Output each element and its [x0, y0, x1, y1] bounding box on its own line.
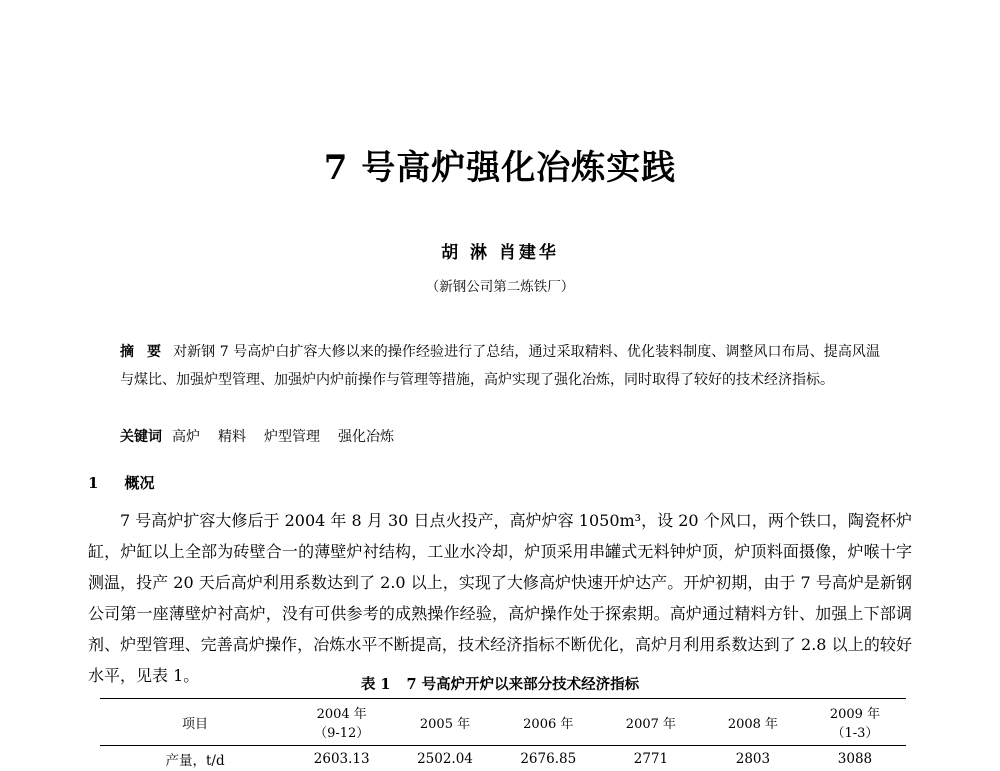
- table-cell-value: 2803: [735, 751, 771, 767]
- table-cell-value: 2502.04: [417, 751, 473, 767]
- abstract-label: 摘 要: [120, 344, 166, 360]
- keywords-block: [120, 425, 880, 449]
- keyword-item: 精料: [218, 429, 246, 445]
- header-line-1: 2005 年: [419, 716, 471, 732]
- table-column-header-2009: [804, 699, 906, 745]
- header-line-2: （1-3）: [831, 726, 879, 741]
- keywords-label: 关键词: [120, 429, 162, 445]
- table-row: [100, 745, 906, 771]
- table-cell-value: 3088: [837, 751, 873, 767]
- header-line-1: 2004 年: [316, 707, 367, 722]
- abstract-block: [120, 338, 880, 394]
- keyword-item: 强化冶炼: [338, 429, 394, 445]
- table-column-header-2007: [600, 699, 702, 745]
- technical-indicators-table: [100, 699, 906, 771]
- table-caption: [0, 673, 1000, 694]
- body-paragraph: 7 号高炉扩容大修后于 2004 年 8 月 30 日点火投产，高炉炉容 1050m³，设 20 个风口，两个铁口，陶瓷杯炉缸，炉缸以上全部为砖壁合一的薄壁炉衬结构，工业水冷却，炉顶采用串罐式无料钟炉顶，炉顶料面摄像，炉喉十字测温，投产 20 天后高炉利用系数达到了 2.0 以上，实现了大修高炉快速开炉达产。开炉初期，由于 7 号高炉是新钢公司第一座薄壁炉衬高炉，没有可供参考的成熟操作经验，高炉操作处于探索期。高炉通过精料方针、加强上下部调剂、炉型管理、完善高炉操作，冶炼水平不断提高，技术经济指标不断优化，高炉月利用系数达到了 2.8 以上的较好水平，见表 1。: [88, 511, 912, 685]
- table-column-header-item: [100, 699, 290, 745]
- table-caption-text: 7 号高炉开炉以来部分技术经济指标: [406, 676, 640, 693]
- table-cell-value: 2676.85: [520, 751, 577, 767]
- table-column-header-2005: [393, 699, 496, 745]
- header-line-2: （9-12）: [314, 726, 370, 741]
- keyword-item: 高炉: [172, 429, 200, 445]
- header-line-1: 2006 年: [523, 716, 574, 732]
- table-cell-item: 产量，t/d: [165, 753, 225, 769]
- section-title: 概况: [124, 474, 155, 492]
- table-cell-value: 2771: [633, 751, 669, 767]
- header-line-1: 2008 年: [727, 716, 779, 732]
- header-line-1: 项目: [182, 716, 209, 732]
- author-list: 胡 淋 肖建华: [441, 243, 559, 263]
- table-column-header-2004: [290, 699, 393, 745]
- keyword-item: 炉型管理: [264, 429, 320, 445]
- table-column-header-2006: [497, 699, 600, 745]
- table-header: [100, 699, 906, 745]
- table-column-header-2008: [702, 699, 804, 745]
- table-caption-label: 表 1: [360, 676, 391, 693]
- abstract-text: 对新钢 7 号高炉白扩容大修以来的操作经验进行了总结，通过采取精料、优化装料制度、调整风口布局、提高风温与煤比、加强炉型管理、加强炉内炉前操作与管理等措施，高炉实现了强化冶炼，同时取得了较好的技术经济指标。: [120, 344, 880, 388]
- section-heading: [88, 472, 154, 493]
- table-cell-value: 2603.13: [313, 751, 370, 767]
- page-title: 7 号高炉强化冶炼实践: [323, 148, 677, 188]
- table-body: [100, 745, 906, 771]
- header-line-1: 2007 年: [625, 716, 677, 732]
- table-header-row: [100, 699, 906, 745]
- author-affiliation: （新钢公司第二炼铁厂）: [425, 279, 575, 295]
- section-number: 1: [88, 474, 99, 492]
- header-line-1: 2009 年: [829, 707, 881, 722]
